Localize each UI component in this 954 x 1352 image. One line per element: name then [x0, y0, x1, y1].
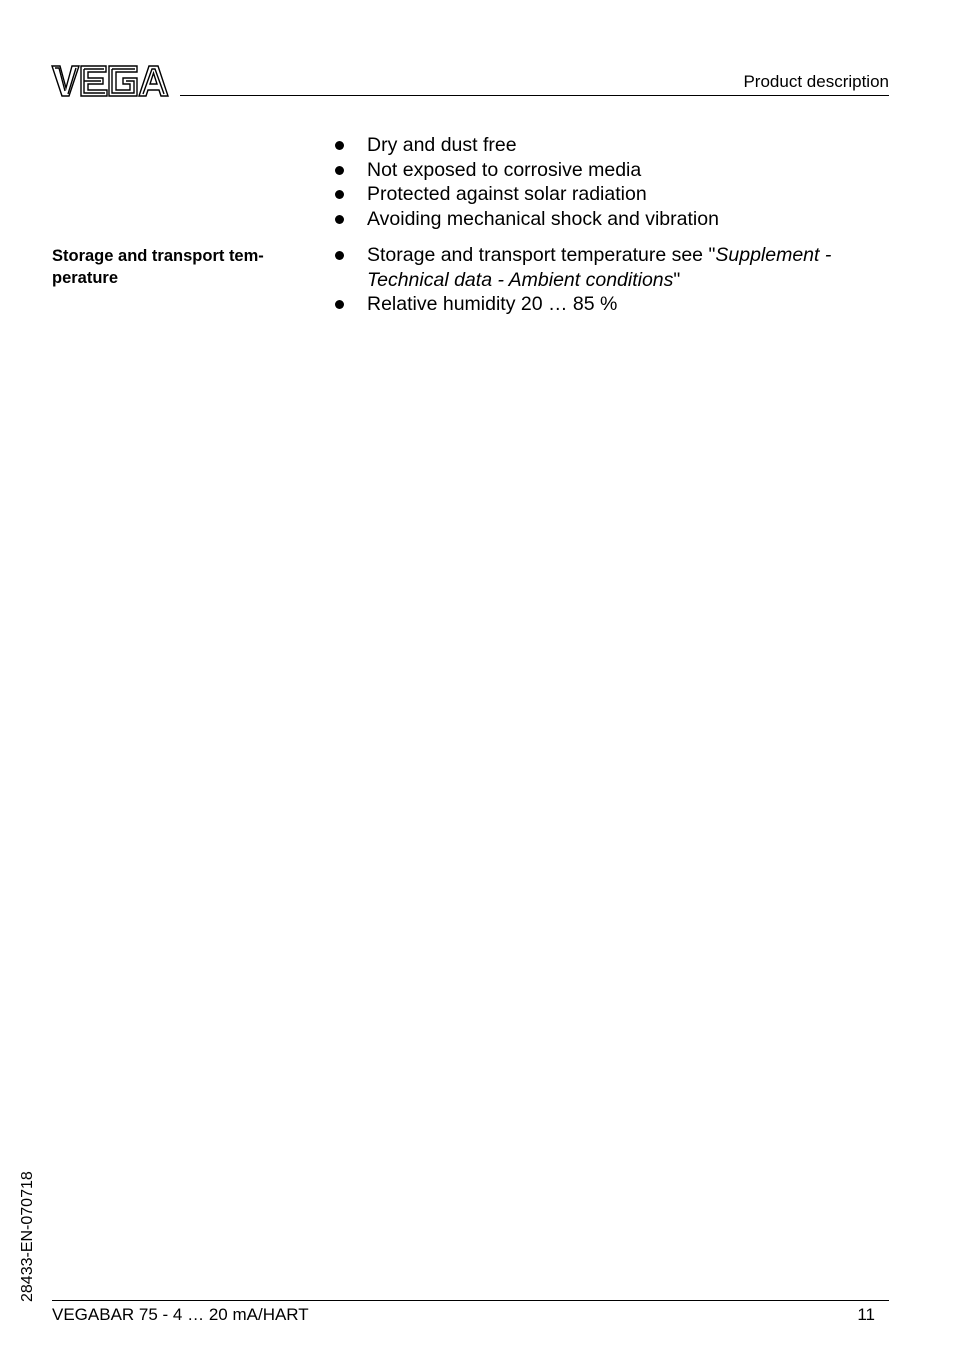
footer-product: VEGABAR 75 - 4 … 20 mA/HART [52, 1305, 309, 1324]
bullet-icon [335, 300, 344, 309]
bullet-icon [335, 215, 344, 224]
storage-list [333, 243, 873, 317]
list-item: Storage and transport temperature see "Supplement - Technical data - Ambient conditions" [333, 243, 873, 292]
document-id: 28433-EN-070718 [19, 1171, 36, 1302]
page-number: 11 [857, 1305, 875, 1324]
section-title: Product description [743, 72, 889, 91]
list-item: Dry and dust free [333, 133, 873, 158]
list-item: Protected against solar radiation [333, 182, 873, 207]
footer-rule [52, 1300, 889, 1301]
list-item: Not exposed to corrosive media [333, 158, 873, 183]
requirements-list [333, 133, 873, 231]
list-item: Relative humidity 20 … 85 % [333, 292, 873, 317]
list-item: Avoiding mechanical shock and vibration [333, 207, 873, 232]
bullet-icon [335, 166, 344, 175]
vega-logo [51, 64, 169, 98]
storage-heading: Storage and transport tem- perature [52, 247, 264, 287]
header-rule [180, 95, 889, 96]
bullet-icon [335, 190, 344, 199]
bullet-icon [335, 251, 344, 260]
bullet-icon [335, 141, 344, 150]
